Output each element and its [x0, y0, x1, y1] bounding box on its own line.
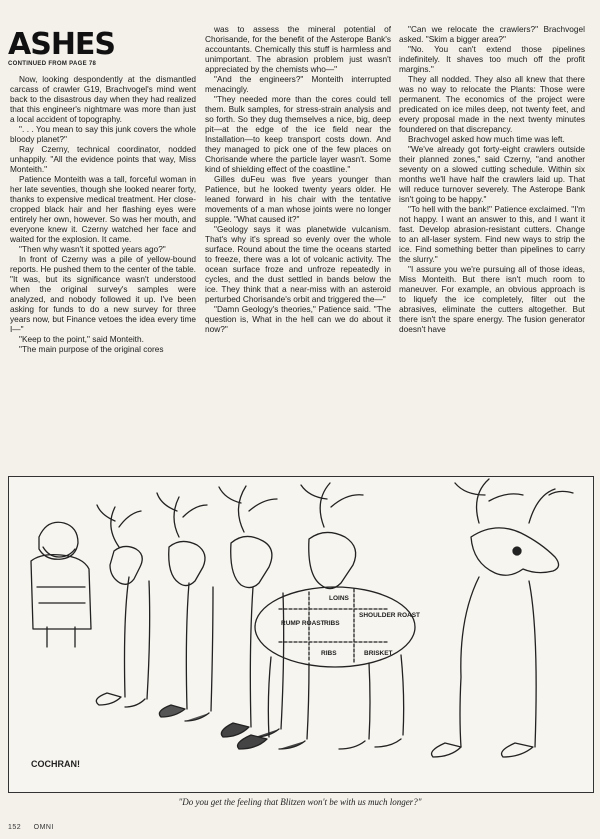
page-number: 152 — [8, 824, 22, 831]
column-3-paragraph: "I assure you we're pursuing all of those ideas, Miss Monteith. But there isn't much room to maneuver. For example, an obvious approach is to liquefy the ice completely, filter out the abrasives, eliminate the cutters altogether. But there isn't the spare energy. The fusion generator doesn't have — [399, 264, 585, 334]
column-2-paragraph: was to assess the mineral potential of Chorisande, for the benefit of the Asterope Bank's accountants. Chemically this stuff is harmless and unimportant. The abrasion problem just wasn't appreciated by the chemists who—" — [205, 24, 391, 74]
column-2-paragraph: "Damn Geology's theories," Patience said. "The question is, What in the hell can we do about it now?" — [205, 304, 391, 334]
article-title: ASHES — [8, 27, 116, 62]
column-3-paragraph: "We've already got forty-eight crawlers outside their planned zones," said Czerny, "and another seventy on a slowed cutting schedule. Within six months we'll have half the crawlers laid up. That will reduce turnover severely. The Asterope Bank isn't going to be happy." — [399, 144, 585, 204]
column-1-paragraph: Patience Monteith was a tall, forceful woman in her late seventies, though she looked nearer forty, thanks to expensive medical treatment. Her close-cropped black hair and her flashing eyes were entirely her own, however. So was her mouth, and everyone knew it. Czerny watched her face and waited for the explosion. It came. — [10, 174, 196, 244]
column-1-paragraph: ". . . You mean to say this junk covers the whole bloody planet?" — [10, 124, 196, 144]
column-1-paragraph: Now, looking despondently at the dismantled carcass of crawler G19, Brachvogel's mind went back to the disastrous day when they had realized that this engineer's nightmare was more than just a local accident of topography. — [10, 74, 196, 124]
cut-label-loins: LOINS — [329, 595, 349, 602]
cut-label-ribs-lower: RIBS — [321, 650, 337, 657]
reindeer-cartoon-drawing — [9, 477, 593, 792]
cut-label-ribs-upper: RIBS — [324, 620, 340, 627]
column-2-paragraph: Gilles duFeu was five years younger than Patience, but he looked twenty years older. He leaned forward in his chair with the tentative movements of a man whose joints were no longer supple. "What caused it?" — [205, 174, 391, 224]
column-3-paragraph: "No. You can't extend those pipelines indefinitely. It shaves too much off the profit margins." — [399, 44, 585, 74]
reindeer-front — [432, 479, 574, 757]
article-column-1 — [10, 74, 196, 474]
column-3-paragraph: "To hell with the bank!" Patience exclaimed. "I'm not happy. I want an answer to this, and I want it fast. Develop abrasion-resistant cutters. Change to an all-laser system. Find new ways to strip the ice. Find something better than pipelines to carry the slurry." — [399, 204, 585, 264]
column-1-paragraph: "Keep to the point," said Monteith. — [19, 334, 144, 344]
column-2-paragraph: "And the engineers?" Monteith interrupted menacingly. — [205, 74, 391, 94]
cut-label-rump-roast: RUMP ROAST — [281, 620, 325, 627]
santa-figure — [31, 522, 91, 647]
column-3-paragraph: "Can we relocate the crawlers?" Brachvogel asked. "Skim a bigger area?" — [399, 24, 585, 44]
cartoon-caption: "Do you get the feeling that Blitzen won't be with us much longer?" — [178, 797, 422, 807]
column-3-paragraph: They all nodded. They also all knew that there was no way to relocate the Plants: Those were permanent. The economics of the project were predicated on ice miles deep, not twenty feet, and every proposal made in the next twenty minutes foundered on that discrepancy. — [399, 74, 585, 134]
page-footer — [8, 824, 64, 831]
column-2-paragraph: "They needed more than the cores could tell them. Bulk samples, for stress-strain analysis and so forth. So they dug themselves a nice, big, deep pit—at the edge of the ice field near the Installation—to keep transport costs down. And they managed to pick one of the few places on Chorisande where the particle layer wasn't. Some kind of shielding effect of the coastline." — [205, 94, 391, 174]
column-1-paragraph: Ray Czerny, technical coordinator, nodded unhappily. "All the evidence points that way, Miss Monteith." — [10, 144, 196, 174]
column-2-paragraph: "Geology says it was planetwide vulcanism. That's why it's spread so evenly over the whole surface. Round about the time the oceans started to freeze, there was a lot of volcanic activity. The ocean surface froze and unfroze repeatedly in cycles, and the dust settled in bands below the ice. They think that a near-miss with an asteroid perturbed Chorisande's orbit and triggered the—" — [205, 224, 391, 304]
reindeer-middle-1 — [219, 486, 284, 737]
reindeer-back-1 — [96, 505, 149, 707]
article-column-3 — [399, 24, 585, 474]
column-3-paragraph: Brachvogel asked how much time was left. — [408, 134, 565, 144]
magazine-name: OMNI — [33, 824, 54, 831]
cut-label-shoulder-roast: SHOULDER ROAST — [359, 612, 421, 619]
reindeer-back-2 — [157, 493, 213, 721]
column-1-paragraph: "The main purpose of the original cores — [19, 344, 164, 354]
column-1-paragraph: In front of Czerny was a pile of yellow-bound reports. He pushed them to the center of the table. "It was, but its significance wasn't understood when the original survey's samples were analyzed, and nobody followed it up. I've been asking for funds to do a new survey for three years now, but Finance vetoes the idea every time I—" — [10, 254, 196, 334]
cartoonist-signature: COCHRAN! — [31, 759, 80, 769]
continued-from-label: CONTINUED FROM PAGE 78 — [8, 61, 97, 67]
column-1-paragraph: "Then why wasn't it spotted years ago?" — [19, 244, 166, 254]
cut-label-brisket: BRISKET — [364, 650, 393, 657]
cartoon-illustration — [8, 476, 594, 793]
article-column-2 — [205, 24, 391, 474]
